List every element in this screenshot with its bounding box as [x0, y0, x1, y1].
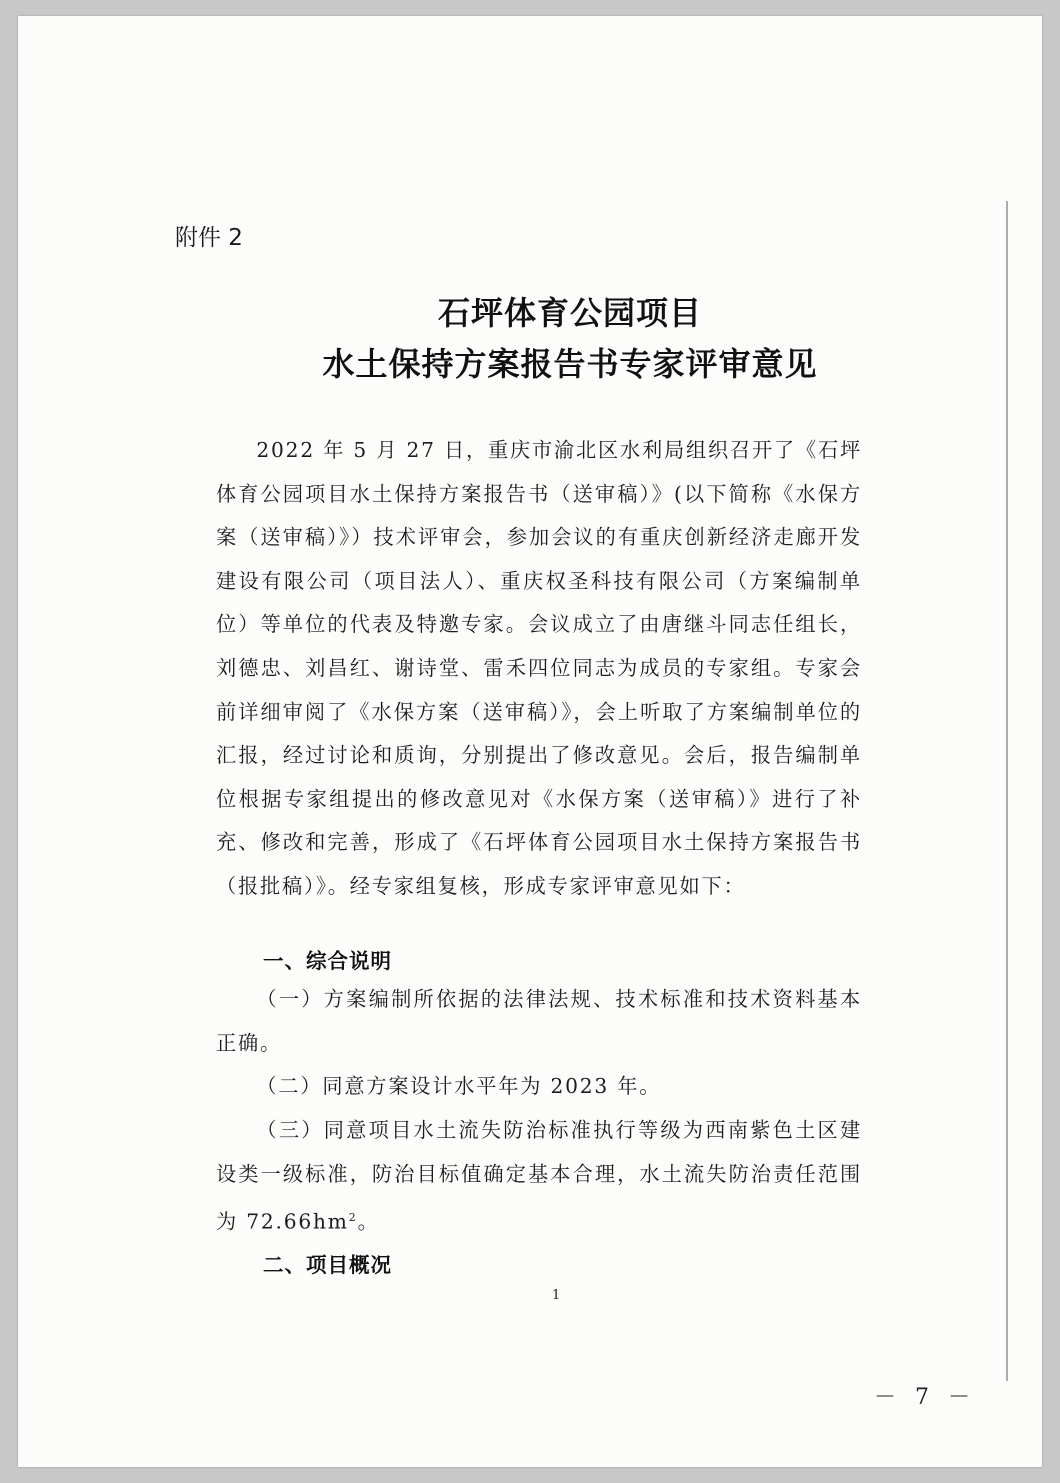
item-3-superscript: 2	[348, 1211, 358, 1225]
scan-edge-line	[1006, 201, 1008, 1381]
item-3-paragraph	[216, 1109, 862, 1245]
attachment-label: 附件 2	[175, 225, 243, 251]
outer-page-number: － 7 －	[874, 1385, 976, 1410]
section1-heading: 一、综合说明	[263, 949, 392, 973]
inner-page-number: 1	[552, 1288, 561, 1303]
item-3-end: 。	[357, 1209, 380, 1234]
item-3-text: （三）同意项目水土流失防治标准执行等级为西南紫色土区建设类一级标准，防治目标值确定基本合理，水土流失防治责任范围为 72.66hm	[216, 1118, 862, 1234]
intro-paragraph: 2022 年 5 月 27 日，重庆市渝北区水利局组织召开了《石坪体育公园项目水土保持方案报告书（送审稿）》(以下简称《水保方案（送审稿）》）技术评审会，参加会议的有重庆创新经济走廊开发建设有限公司（项目法人）、重庆权圣科技有限公司（方案编制单位）等单位的代表及特邀专家。会议成立了由唐继斗同志任组长，刘德忠、刘昌红、谢诗堂、雷禾四位同志为成员的专家组。专家会前详细审阅了《水保方案（送审稿）》，会上听取了方案编制单位的汇报，经过讨论和质询，分别提出了修改意见。会后，报告编制单位根据专家组提出的修改意见对《水保方案（送审稿）》进行了补充、修改和完善，形成了《石坪体育公园项目水土保持方案报告书（报批稿）》。经专家组复核，形成专家评审意见如下：	[216, 438, 862, 898]
item-1-paragraph: （一）方案编制所依据的法律法规、技术标准和技术资料基本正确。	[216, 987, 862, 1055]
document-page	[18, 16, 1042, 1467]
document-title-line1: 石坪体育公园项目	[437, 294, 702, 332]
document-title-line2: 水土保持方案报告书专家评审意见	[322, 345, 818, 383]
item-2-paragraph: （二）同意方案设计水平年为 2023 年。	[256, 1074, 662, 1098]
section2-heading: 二、项目概况	[263, 1253, 392, 1277]
